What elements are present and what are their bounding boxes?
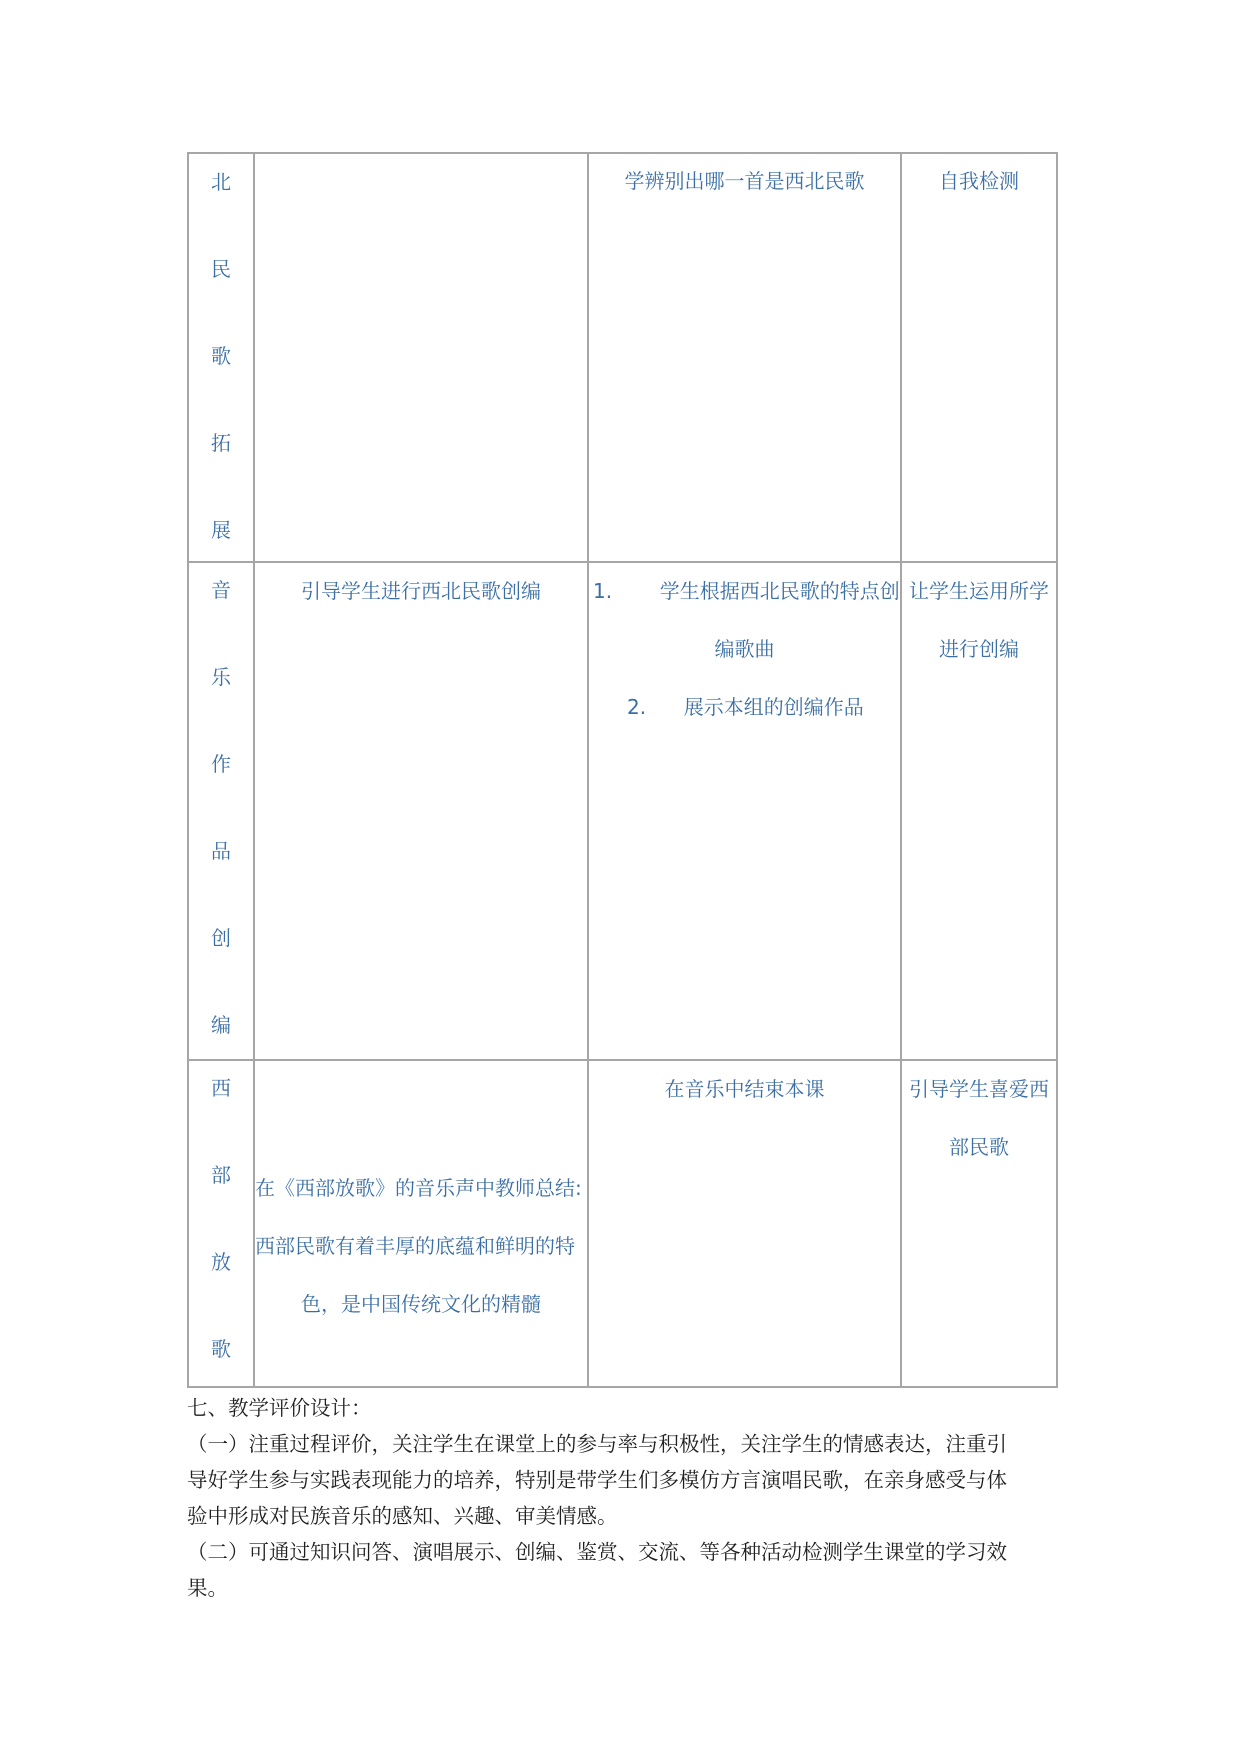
design-purpose bbox=[902, 1060, 1056, 1176]
stage-label bbox=[201, 1078, 241, 1378]
paragraph-line: 果。 bbox=[187, 1576, 228, 1600]
paragraph-line: 导好学生参与实践表现能力的培养，特别是带学生们多模仿方言演唱民歌，在亲身感受与体 bbox=[187, 1468, 1007, 1492]
stage-char: 西 bbox=[211, 1076, 231, 1100]
list-text-continued: 编歌曲 bbox=[714, 637, 775, 661]
stage-char: 音 bbox=[211, 578, 231, 602]
stage-char: 放 bbox=[211, 1250, 231, 1274]
evaluation-section bbox=[187, 1390, 1057, 1606]
list-text: 展示本组的创编作品 bbox=[683, 695, 864, 719]
list-number: 2. bbox=[627, 695, 647, 719]
teacher-activity bbox=[255, 1159, 587, 1333]
teacher-line: 在《西部放歌》的音乐声中教师总结: bbox=[255, 1176, 582, 1200]
table-border bbox=[900, 152, 902, 1388]
student-activity bbox=[589, 562, 900, 736]
section-heading: 七、教学评价设计： bbox=[187, 1396, 372, 1420]
stage-char: 品 bbox=[211, 839, 231, 863]
table-border bbox=[187, 1386, 1058, 1388]
table-border bbox=[587, 152, 589, 1388]
list-text: 学生根据西北民歌的特点创 bbox=[659, 579, 900, 603]
student-activity: 在音乐中结束本课 bbox=[664, 1077, 825, 1101]
stage-char: 展 bbox=[211, 518, 231, 542]
paragraph-line: （二）可通过知识问答、演唱展示、创编、鉴赏、交流、等各种活动检测学生课堂的学习效 bbox=[187, 1540, 1007, 1564]
teacher-line: 西部民歌有着丰厚的底蕴和鲜明的特 bbox=[255, 1234, 575, 1258]
design-purpose bbox=[902, 562, 1056, 678]
stage-char: 编 bbox=[211, 1013, 231, 1037]
stage-char: 创 bbox=[211, 926, 231, 950]
list-item bbox=[589, 678, 900, 736]
stage-char: 部 bbox=[211, 1163, 231, 1187]
stage-char: 歌 bbox=[211, 1337, 231, 1361]
stage-char: 作 bbox=[211, 752, 231, 776]
paragraph-line: 验中形成对民族音乐的感知、兴趣、审美情感。 bbox=[187, 1504, 618, 1528]
stage-char: 民 bbox=[211, 257, 231, 281]
stage-char: 北 bbox=[211, 170, 231, 194]
list-number: 1. bbox=[593, 579, 613, 603]
teacher-activity: 引导学生进行西北民歌创编 bbox=[301, 579, 541, 603]
purpose-line: 进行创编 bbox=[939, 637, 1019, 661]
table-border bbox=[187, 152, 189, 1388]
purpose-line: 引导学生喜爱西 bbox=[909, 1077, 1049, 1101]
stage-char: 乐 bbox=[211, 665, 231, 689]
paragraph-line: （一）注重过程评价，关注学生在课堂上的参与率与积极性，关注学生的情感表达，注重引 bbox=[187, 1432, 1007, 1456]
stage-label bbox=[201, 172, 241, 552]
stage-label bbox=[201, 580, 241, 1040]
purpose-line: 让学生运用所学 bbox=[909, 579, 1049, 603]
table-border bbox=[1056, 152, 1058, 1388]
list-item bbox=[589, 562, 900, 620]
lesson-table bbox=[187, 152, 1058, 1388]
stage-char: 歌 bbox=[211, 344, 231, 368]
teacher-line: 色，是中国传统文化的精髓 bbox=[301, 1292, 541, 1316]
stage-char: 拓 bbox=[211, 431, 231, 455]
purpose-line: 部民歌 bbox=[949, 1135, 1009, 1159]
design-purpose: 自我检测 bbox=[939, 169, 1019, 193]
student-activity: 学辨别出哪一首是西北民歌 bbox=[624, 169, 865, 193]
